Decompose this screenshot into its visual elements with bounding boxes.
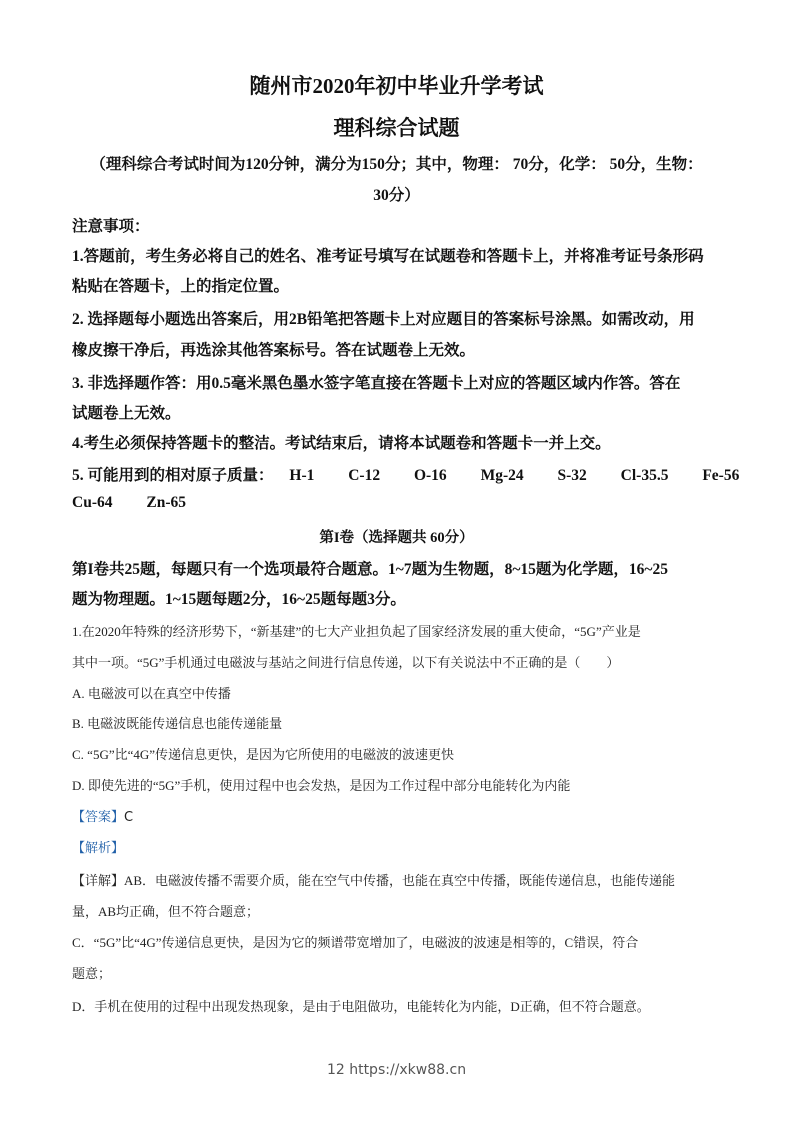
exam-subtitle: 理科综合试题 <box>333 116 460 140</box>
note-2-line2: 橡皮擦干净后，再选涂其他答案标号。答在试题卷上无效。 <box>72 342 476 359</box>
atomic-mass: Cl-35.5 <box>620 467 669 484</box>
atomic-mass: S-32 <box>557 467 587 484</box>
atomic-mass: Fe-56 <box>702 467 740 484</box>
option-a: A. 电磁波可以在真空中传播 <box>72 686 231 701</box>
answer-value: C <box>124 810 134 825</box>
note-4: 4.考生必须保持答题卡的整洁。考试结束后，请将本试题卷和答题卡一并上交。 <box>72 435 611 452</box>
note-1-line2: 粘贴在答题卡，上的指定位置。 <box>72 278 290 295</box>
note-5-line2 <box>72 494 216 512</box>
question1-stem-line1: 1.在2020年特殊的经济形势下，“新基建”的七大产业担负起了国家经济发展的重大使命，“5G”产业是 <box>72 624 641 639</box>
note-5-label: 5. 可能用到的相对原子质量： <box>72 467 274 484</box>
note-3-line1: 3. 非选择题作答：用0.5毫米黑色墨水签字笔直接在答题卡上对应的答题区域内作答。答在 <box>72 375 681 392</box>
note-5-line1 <box>72 463 769 485</box>
atomic-mass: H-1 <box>289 467 315 484</box>
detail-line2: 量，AB均正确，但不符合题意； <box>72 904 260 919</box>
note-3-line2: 试题卷上无效。 <box>72 405 181 422</box>
page-footer: 12 https://xkw88.cn <box>326 1062 467 1078</box>
question1-stem-line2: 其中一项。“5G”手机通过电磁波与基站之间进行信息传递，以下有关说法中不正确的是（ ） <box>72 655 620 670</box>
section1-desc-line2: 题为物理题。1~15题每题2分，16~25题每题3分。 <box>72 591 406 608</box>
atomic-mass: Mg-24 <box>480 467 524 484</box>
atomic-mass: Cu-64 <box>72 494 113 511</box>
detail-line5: D．手机在使用的过程中出现发热现象，是由于电阻做功，电能转化为内能，D正确，但不符合题意。 <box>72 999 650 1014</box>
atomic-mass: Zn-65 <box>146 494 186 511</box>
notes-heading: 注意事项： <box>72 218 150 235</box>
option-d: D. 即使先进的“5G”手机，使用过程中也会发热，是因为工作过程中部分电能转化为内能 <box>72 778 571 793</box>
atomic-mass: O-16 <box>413 467 447 484</box>
detail-line3: C．“5G”比“4G”传递信息更快，是因为它的频谱带宽增加了，电磁波的波速是相等的，C错误，符合 <box>72 935 639 950</box>
detail-line4: 题意； <box>72 966 112 981</box>
atomic-mass: C-12 <box>348 467 381 484</box>
answer-row <box>72 806 133 825</box>
exam-title: 随州市2020年初中毕业升学考试 <box>249 74 544 98</box>
section1-heading: 第I卷（选择题共 60分） <box>319 530 474 546</box>
note-2-line1: 2. 选择题每小题选出答案后，用2B铅笔把答题卡上对应题目的答案标号涂黑。如需改动，用 <box>72 311 695 328</box>
answer-label: 【答案】 <box>72 810 125 825</box>
detail-line1: 【详解】AB．电磁波传播不需要介质，能在空气中传播，也能在真空中传播，既能传递信息，也能传递能 <box>72 873 676 888</box>
exam-info-line1: （理科综合考试时间为120分钟，满分为150分；其中，物理： 70分，化学： 50分，生物： <box>90 156 703 173</box>
analysis-label: 【解析】 <box>72 841 125 856</box>
option-c: C. “5G”比“4G”传递信息更快，是因为它所使用的电磁波的波速更快 <box>72 747 455 762</box>
section1-desc-line1: 第I卷共25题，每题只有一个选项最符合题意。1~7题为生物题，8~15题为化学题，16~25 <box>72 561 668 578</box>
option-b: B. 电磁波既能传递信息也能传递能量 <box>72 716 283 731</box>
exam-info-line2: 30分） <box>373 187 420 204</box>
note-1-line1: 1.答题前，考生务必将自己的姓名、准考证号填写在试题卷和答题卡上，并将准考证号条形码 <box>72 248 704 265</box>
